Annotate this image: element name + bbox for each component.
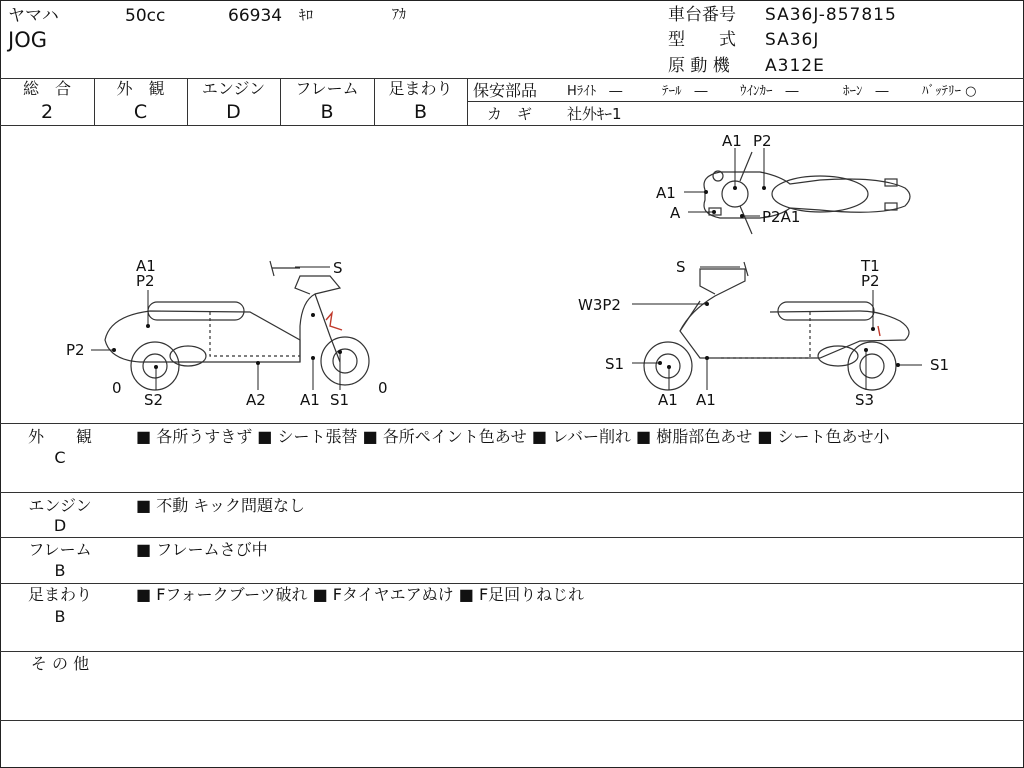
right-label-s1-rear: S1 bbox=[930, 356, 950, 374]
suspension-grade-label: 足まわり bbox=[388, 79, 453, 98]
overall-grade-value: 2 bbox=[40, 101, 54, 123]
right-label-a1-floor: A1 bbox=[696, 391, 716, 409]
condition-exterior-label: 外 観 bbox=[27, 427, 92, 446]
top-label-p2a1: P2A1 bbox=[762, 208, 801, 226]
type-value: SA36J bbox=[765, 30, 820, 50]
right-label-s: S bbox=[676, 258, 686, 276]
engine-model-value: A312E bbox=[765, 56, 825, 76]
condition-engine-label: エンジン bbox=[28, 496, 92, 515]
condition-exterior-grade: C bbox=[54, 448, 66, 467]
condition-other-label: そ の 他 bbox=[30, 654, 90, 673]
safety-item-battery: ﾊﾞｯﾃﾘｰ ○ bbox=[922, 84, 977, 99]
left-label-zero-rear: 0 bbox=[112, 379, 122, 397]
condition-frame-text: ■ フレームさび中 bbox=[136, 540, 268, 559]
mileage-unit: ｷﾛ bbox=[299, 8, 313, 24]
scooter-damage-diagram bbox=[0, 126, 1024, 424]
suspension-grade-value: B bbox=[413, 101, 428, 123]
maker: ヤマハ bbox=[8, 6, 59, 26]
condition-frame-grade: B bbox=[54, 561, 66, 580]
chassis-label: 車台番号 bbox=[668, 5, 736, 25]
left-label-s2: S2 bbox=[144, 391, 164, 409]
right-label-t1: T1 bbox=[861, 257, 880, 275]
left-label-p2: P2 bbox=[136, 272, 155, 290]
color: ｱｶ bbox=[392, 7, 406, 23]
left-label-s1: S1 bbox=[330, 391, 350, 409]
condition-suspension-grade: B bbox=[54, 607, 66, 626]
frame-grade-value: B bbox=[320, 101, 334, 123]
left-label-a2: A2 bbox=[246, 391, 266, 409]
engine-model-label: 原 動 機 bbox=[668, 56, 730, 76]
right-label-p2: P2 bbox=[861, 272, 880, 290]
safety-item-winker: ｳｲﾝｶｰ ― bbox=[740, 84, 799, 99]
displacement: 50cc bbox=[125, 6, 166, 26]
engine-grade-label: エンジン bbox=[201, 79, 266, 98]
top-label-a: A bbox=[670, 204, 681, 222]
chassis-value: SA36J-857815 bbox=[765, 5, 897, 25]
safety-item-horn: ﾎｰﾝ ― bbox=[843, 84, 889, 99]
right-label-a1-wheel: A1 bbox=[658, 391, 678, 409]
top-label-p2: P2 bbox=[753, 132, 772, 150]
key-label: カ ギ bbox=[487, 105, 533, 123]
safety-item-headlight: Hﾗｲﾄ ― bbox=[567, 84, 623, 99]
left-label-s: S bbox=[333, 259, 343, 277]
safety-parts-title: 保安部品 bbox=[473, 81, 538, 100]
key-value: 社外ｷｰ1 bbox=[567, 105, 622, 123]
right-label-s3: S3 bbox=[855, 391, 875, 409]
exterior-grade-label: 外 観 bbox=[116, 79, 165, 98]
type-label: 型 式 bbox=[668, 30, 736, 50]
condition-suspension-label: 足まわり bbox=[27, 585, 92, 604]
left-label-zero-front: 0 bbox=[378, 379, 388, 397]
condition-suspension-text: ■ Fフォークブーツ破れ ■ Fタイヤエアぬけ ■ F足回りねじれ bbox=[136, 585, 585, 604]
exterior-grade-value: C bbox=[133, 101, 148, 123]
condition-engine-grade: D bbox=[53, 516, 67, 535]
safety-item-tail: ﾃｰﾙ ― bbox=[662, 84, 708, 99]
condition-engine-text: ■ 不動 キック問題なし bbox=[136, 496, 305, 515]
model-name: JOG bbox=[8, 28, 47, 52]
top-label-a1: A1 bbox=[722, 132, 742, 150]
left-label-a1: A1 bbox=[136, 257, 156, 275]
left-label-a1-front: A1 bbox=[300, 391, 320, 409]
condition-exterior-text: ■ 各所うすきず ■ シート張替 ■ 各所ペイント色あせ ■ レバー削れ ■ 樹脂部色あせ ■ シート色あせ小 bbox=[136, 427, 890, 446]
overall-grade-label: 総 合 bbox=[22, 79, 71, 98]
engine-grade-value: D bbox=[226, 101, 241, 123]
right-label-s1-front: S1 bbox=[605, 355, 625, 373]
condition-frame-label: フレーム bbox=[28, 540, 92, 559]
top-label-a1-left: A1 bbox=[656, 184, 676, 202]
right-label-w3p2: W3P2 bbox=[578, 296, 621, 314]
frame-grade-label: フレーム bbox=[295, 79, 359, 98]
left-label-p2-rear: P2 bbox=[66, 341, 85, 359]
mileage: 66934 bbox=[228, 6, 283, 26]
